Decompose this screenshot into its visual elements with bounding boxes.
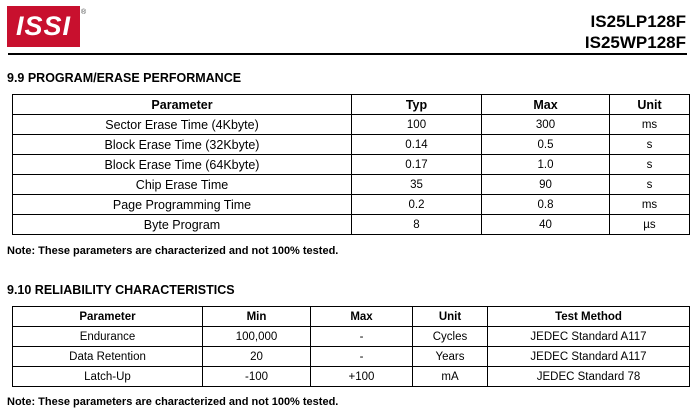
table-header-row	[13, 307, 690, 327]
cell-typ: 8	[352, 215, 482, 235]
cell-test-method: JEDEC Standard A117	[488, 347, 690, 367]
reliability-table	[12, 306, 690, 387]
table-row	[13, 175, 690, 195]
cell-max: -	[311, 327, 413, 347]
cell-unit: s	[610, 135, 690, 155]
cell-max: 300	[482, 115, 610, 135]
cell-unit: ms	[610, 115, 690, 135]
cell-typ: 100	[352, 115, 482, 135]
cell-unit: µs	[610, 215, 690, 235]
column-header-typ: Typ	[352, 95, 482, 115]
cell-parameter: Sector Erase Time (4Kbyte)	[13, 115, 352, 135]
part-number-wp: IS25WP128F	[584, 33, 686, 52]
cell-unit: s	[610, 175, 690, 195]
table-header-row	[13, 95, 690, 115]
column-header-test-method: Test Method	[488, 307, 690, 327]
part-number-lp: IS25LP128F	[590, 12, 686, 31]
cell-parameter: Byte Program	[13, 215, 352, 235]
column-header-parameter: Parameter	[13, 307, 203, 327]
cell-max: 0.5	[482, 135, 610, 155]
program-erase-table	[12, 94, 690, 235]
cell-max: +100	[311, 367, 413, 387]
cell-parameter: Data Retention	[13, 347, 203, 367]
table-row	[13, 155, 690, 175]
program-erase-note: Note: These parameters are characterized and not 100% tested.	[7, 245, 339, 257]
reliability-note: Note: These parameters are characterized and not 100% tested.	[7, 396, 339, 408]
cell-typ: 0.14	[352, 135, 482, 155]
header-divider	[8, 53, 687, 55]
cell-max: -	[311, 347, 413, 367]
cell-unit: mA	[413, 367, 488, 387]
cell-parameter: Latch-Up	[13, 367, 203, 387]
column-header-unit: Unit	[413, 307, 488, 327]
registered-mark: ®	[81, 9, 87, 16]
column-header-max: Max	[311, 307, 413, 327]
cell-test-method: JEDEC Standard 78	[488, 367, 690, 387]
table-row	[13, 327, 690, 347]
cell-parameter: Chip Erase Time	[13, 175, 352, 195]
table-row	[13, 135, 690, 155]
cell-parameter: Block Erase Time (32Kbyte)	[13, 135, 352, 155]
cell-max: 0.8	[482, 195, 610, 215]
cell-max: 1.0	[482, 155, 610, 175]
cell-parameter: Endurance	[13, 327, 203, 347]
column-header-parameter: Parameter	[13, 95, 352, 115]
cell-unit: Cycles	[413, 327, 488, 347]
table-row	[13, 347, 690, 367]
cell-unit: s	[610, 155, 690, 175]
column-header-max: Max	[482, 95, 610, 115]
cell-typ: 0.2	[352, 195, 482, 215]
cell-min: 100,000	[203, 327, 311, 347]
cell-unit: ms	[610, 195, 690, 215]
issi-logo	[7, 6, 80, 47]
cell-unit: Years	[413, 347, 488, 367]
table-row	[13, 195, 690, 215]
cell-max: 90	[482, 175, 610, 195]
cell-typ: 0.17	[352, 155, 482, 175]
section-title-program-erase: 9.9 PROGRAM/ERASE PERFORMANCE	[7, 71, 242, 85]
column-header-min: Min	[203, 307, 311, 327]
section-title-reliability: 9.10 RELIABILITY CHARACTERISTICS	[7, 283, 235, 297]
cell-typ: 35	[352, 175, 482, 195]
cell-min: 20	[203, 347, 311, 367]
logo-text: ISSI	[15, 11, 72, 41]
cell-parameter: Block Erase Time (64Kbyte)	[13, 155, 352, 175]
column-header-unit: Unit	[610, 95, 690, 115]
cell-parameter: Page Programming Time	[13, 195, 352, 215]
cell-min: -100	[203, 367, 311, 387]
table-row	[13, 115, 690, 135]
table-row	[13, 367, 690, 387]
table-row	[13, 215, 690, 235]
cell-test-method: JEDEC Standard A117	[488, 327, 690, 347]
cell-max: 40	[482, 215, 610, 235]
